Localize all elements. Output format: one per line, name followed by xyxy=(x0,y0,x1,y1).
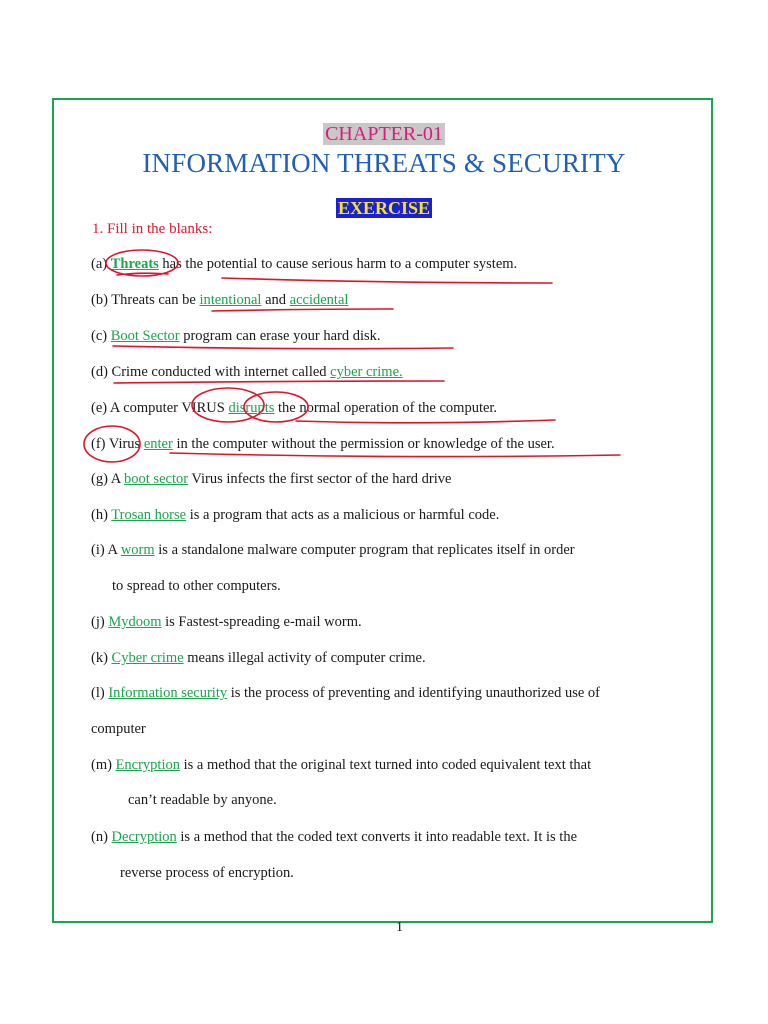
item-text: Virus infects the first sector of the hard drive xyxy=(188,471,452,487)
blank-item-m-continued: can’t readable by anyone. xyxy=(128,792,277,808)
item-prefix: (m) xyxy=(91,757,116,773)
item-text: the normal operation of the computer. xyxy=(274,400,498,416)
blank-item-a xyxy=(91,254,517,274)
blank-item-e xyxy=(91,398,497,418)
item-text: and xyxy=(261,292,290,308)
item-answer: Encryption xyxy=(115,757,180,773)
item-prefix: (j) xyxy=(91,614,109,630)
item-answer: cyber crime. xyxy=(330,364,403,380)
blank-item-l xyxy=(91,683,600,703)
item-answer-2: accidental xyxy=(289,292,349,308)
blank-item-c xyxy=(91,326,381,346)
item-answer: Trosan horse xyxy=(111,507,187,523)
blank-item-b xyxy=(91,290,348,310)
blank-item-i-continued: to spread to other computers. xyxy=(112,578,281,594)
item-text: is the process of preventing and identifying unauthorized use of xyxy=(227,685,600,701)
blank-item-n xyxy=(91,827,577,847)
item-answer: Mydoom xyxy=(108,614,162,630)
blank-item-d xyxy=(91,362,403,382)
item-text: is a standalone malware computer program that replicates itself in order xyxy=(154,542,575,558)
blank-item-i xyxy=(91,540,575,560)
blank-item-l-continued: computer xyxy=(91,721,146,737)
item-prefix: (a) xyxy=(91,256,111,272)
item-answer: boot sector xyxy=(124,471,189,487)
item-prefix: (e) A computer VIRUS xyxy=(91,400,229,416)
item-answer: Boot Sector xyxy=(110,328,180,344)
item-text: is a program that acts as a malicious or harmful code. xyxy=(186,507,500,523)
item-prefix: (c) xyxy=(91,328,111,344)
item-prefix: (n) xyxy=(91,829,112,845)
blank-item-k xyxy=(91,648,426,668)
item-prefix: (b) Threats can be xyxy=(91,292,200,308)
item-prefix: (d) Crime conducted with internet called xyxy=(91,364,331,380)
item-answer: Information security xyxy=(108,685,228,701)
section-heading: 1. Fill in the blanks: xyxy=(92,221,213,237)
item-prefix: (k) xyxy=(91,650,112,666)
blank-item-j xyxy=(91,612,362,632)
chapter-text: CHAPTER-01 xyxy=(325,123,443,145)
item-text: is a method that the original text turned into coded equivalent text that xyxy=(180,757,592,773)
blank-item-n-continued: reverse process of encryption. xyxy=(120,865,294,881)
blank-item-g xyxy=(91,469,451,489)
item-text: means illegal activity of computer crime. xyxy=(183,650,426,666)
blank-item-h xyxy=(91,505,499,525)
chapter-label xyxy=(0,122,768,146)
item-answer: disrupts xyxy=(228,400,275,416)
blank-item-m xyxy=(91,755,591,775)
blank-item-f xyxy=(91,434,555,454)
item-text: in the computer without the permission or knowledge of the user. xyxy=(172,436,555,452)
page-number: 1 xyxy=(396,920,403,935)
item-answer: enter xyxy=(143,436,173,452)
item-prefix: (h) xyxy=(91,507,112,523)
item-answer: Decryption xyxy=(111,829,177,845)
exercise-text: EXERCISE xyxy=(337,198,431,218)
item-text: program can erase your hard disk. xyxy=(179,328,381,344)
item-answer: worm xyxy=(120,542,155,558)
item-prefix: (f) Virus xyxy=(91,436,144,452)
item-text: has the potential to cause serious harm to a computer system. xyxy=(158,256,518,272)
item-prefix: (g) A xyxy=(91,471,125,487)
item-answer: Cyber crime xyxy=(111,650,184,666)
page-title: INFORMATION THREATS & SECURITY xyxy=(142,148,626,178)
exercise-badge xyxy=(0,197,768,219)
item-prefix: (l) xyxy=(91,685,109,701)
item-answer: Threats xyxy=(110,256,159,272)
item-prefix: (i) A xyxy=(91,542,121,558)
item-answer: intentional xyxy=(199,292,262,308)
item-text: is Fastest-spreading e-mail worm. xyxy=(161,614,362,630)
item-text: is a method that the coded text converts it into readable text. It is the xyxy=(176,829,578,845)
